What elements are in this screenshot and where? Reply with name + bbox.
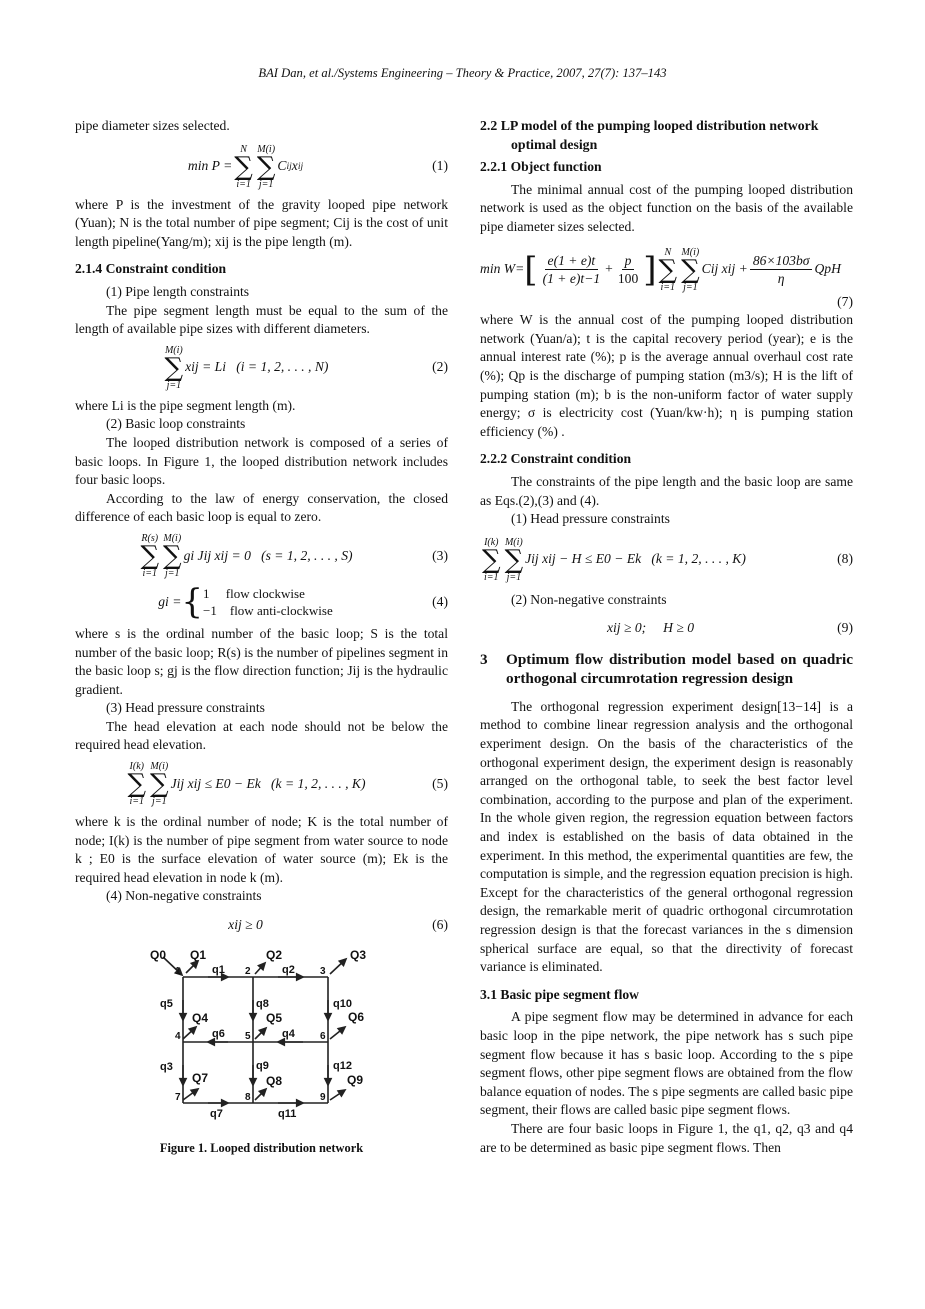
node-label: 4: [175, 1030, 181, 1042]
eq5-body: Jij xij ≤ E0 − Ek (k = 1, 2, . . . , K): [170, 775, 366, 791]
node-label: 8: [245, 1091, 251, 1103]
eq9-body: xij ≥ 0; H ≥ 0: [606, 620, 695, 636]
right-column: [480, 117, 853, 1157]
section-3-title: Optimum flow distribution model based on quadric orthogonal circumrotation regression design: [506, 650, 853, 687]
eq2-body: xij = Li (i = 1, 2, . . . , N): [185, 359, 329, 375]
arrow-head: [325, 1013, 331, 1019]
arrow-head: [250, 1013, 256, 1019]
eq3-body: gi Jij xij = 0 (s = 1, 2, . . . , S): [183, 547, 353, 563]
eq6-body: xij ≥ 0: [228, 917, 263, 933]
flow-label-Q: Q4: [192, 1010, 209, 1025]
section-3-1-heading: 3.1 Basic pipe segment flow: [480, 986, 639, 1002]
constraint-3-title: (3) Head pressure constraints: [106, 700, 265, 716]
eq4-number: (4): [432, 593, 448, 609]
eq4-case-1: 1 flow clockwise: [203, 585, 305, 601]
constraint-1-title: (1) Pipe length constraints: [106, 283, 250, 299]
arrow-head: [297, 1100, 303, 1106]
pipe-flow-label-q: q2: [282, 963, 295, 976]
sum-symbol: I(k) ∑ i=1: [127, 761, 147, 808]
eq8-body: Jij xij − H ≤ E0 − Ek (k = 1, 2, . . . , K): [525, 551, 746, 567]
constraint-2-title: (2) Basic loop constraints: [106, 416, 246, 432]
sum-symbol: M(i) ∑ j=1: [163, 532, 182, 579]
figure-1: [75, 945, 448, 1135]
section-3-text: The orthogonal regression experiment design[13−14] is a method to combine linear regression analysis and the orthogonal experiment design. On the basis of the characteristics of the orthogonal experiment design, the experiment design is reasonably arranged on the orthogonal table, to seek the best factor level combination, according to the purpose and plan of the experiment. In the whole given region, the regression equation between factors and index is established on the basis of data obtained in the experiment. In this method, the experimental quantities are few, the computation is simple, and the regression equation precision is high. Except for the characteristics of the general orthogonal regression design, the remarkable merit of quadric orthogonal circumrotation regression design is that the forecast variances in the s dimension spherical surface are equal, so that the directivity of forecast variance is eliminated.: [480, 698, 853, 975]
eq8-number: (8): [837, 551, 853, 567]
running-head: BAI Dan, et al./Systems Engineering – Theory & Practice, 2007, 27(7): 137–143: [258, 66, 667, 80]
sum-symbol: R(s) ∑ i=1: [140, 532, 159, 579]
constraint-3-text: The head elevation at each node should not be below the required head elevation.: [75, 718, 448, 753]
node-label: 6: [320, 1030, 326, 1042]
flow-label-Q: Q3: [350, 947, 367, 962]
flow-label-Q: Q9: [347, 1072, 364, 1087]
sum-symbol: N ∑ i=1: [234, 143, 253, 190]
constraint-condition-text: The constraints of the pipe length and the basic loop are same as Eqs.(2),(3) and (4).: [480, 473, 853, 508]
pipe-flow-label-q: q1: [212, 963, 225, 976]
constraint-2-text-2: According to the law of energy conservation, the closed difference of each basic loop is equal to zero.: [75, 490, 448, 525]
flow-label-Q: Q8: [266, 1073, 283, 1088]
constraint-1-text: The pipe segment length must be equal to the sum of the length of available pipe sizes with different diameters.: [75, 302, 448, 337]
where-paragraph-1: where P is the investment of the gravity looped pipe network (Yuan); N is the total number of pipe segment; Cij is the cost of unit length pipeline(Yang/m); xij is the pipe length (m).: [75, 196, 448, 249]
eq7-number: (7): [837, 293, 853, 309]
flow-label-Q: Q6: [348, 1009, 365, 1024]
eq3-number: (3): [432, 547, 448, 563]
section-3-1-text-1: A pipe segment flow may be determined in advance for each basic loop in the pipe network, the pipe network has s such pipe segment flow because it has s basic loop. According to the s pipe segment flows, other pipe segment flows are obtained from the flow balance equation of nodes. The s pipe segments are called basic pipe segment, their flows are called basic pipe segment flows.: [480, 1009, 853, 1118]
sum-symbol: N ∑ i=1: [658, 246, 678, 293]
node-label: 5: [245, 1030, 251, 1042]
where-paragraph-2: where Li is the pipe segment length (m).: [75, 397, 296, 413]
sum-symbol: M(i) ∑ j=1: [681, 246, 700, 293]
intro-line: pipe diameter sizes selected.: [75, 118, 230, 133]
pipe-flow-label-q: q11: [278, 1107, 297, 1120]
arrow-head: [222, 1100, 228, 1106]
eq7-fraction-1: $\frac{e(1 + e)t}{(1 + e)t-1}$: [542, 253, 601, 287]
eq5-number: (5): [432, 775, 448, 791]
eq1-lhs: min P =: [187, 158, 233, 174]
non-negative-title: (2) Non-negative constraints: [511, 591, 667, 607]
node-label: 3: [320, 965, 326, 977]
flow-label-Q: Q2: [266, 947, 283, 962]
sum-symbol: M(i) ∑ j=1: [504, 536, 524, 583]
where-paragraph-7: where W is the annual cost of the pumping looped distribution network (Yuan/a); t is the capital recovery period (year); e is the annual interest rate (%); p is the average annual overhaul cost rate (%); Qp is the discharge of pumping station (m3/s); H is the lift of pumping station (m); b is the non-uniform factor of water supply energy; σ is electricity cost (Yuan/kw·h); η is pumping station efficiency (%) .: [480, 312, 853, 439]
eq4-cases: [203, 585, 333, 619]
network-diagram: [148, 945, 378, 1125]
pipe-flow-label-q: q12: [333, 1059, 352, 1072]
sum-symbol: M(i) ∑ j=1: [150, 761, 169, 808]
equation-5: [75, 761, 448, 807]
section-3-number: 3: [480, 650, 488, 668]
equation-6: [75, 916, 448, 935]
pipe-flow-label-q: q8: [256, 997, 269, 1010]
where-paragraph-3: where s is the ordinal number of the basic loop; S is the total number of the basic loop; R(s) is the number of pipelines segment in the basic loop s; gj is the flow direction function; Jij is the hydraulic gradient.: [75, 625, 448, 697]
left-brace: {: [181, 581, 204, 622]
section-2-2-2-heading: 2.2.2 Constraint condition: [480, 451, 632, 467]
flow-label-Q: Q5: [266, 1010, 283, 1025]
eq7-fraction-3: $\frac{86\times 103b\sigma}{\eta}$: [750, 252, 813, 287]
section-2-2-heading: 2.2 LP model of the pumping looped distribution network optimal design: [480, 118, 819, 152]
sum-symbol: M(i) ∑ j=1: [164, 344, 184, 391]
pipe-flow-label-q: q10: [333, 997, 352, 1010]
left-column: [75, 117, 448, 1157]
eq1-number: (1): [432, 158, 448, 174]
flow-label-Q: Q0: [150, 947, 167, 962]
arrow-head: [180, 1013, 186, 1019]
arrow-head: [325, 1078, 331, 1084]
equation-8: [480, 537, 853, 583]
node-label: 9: [320, 1091, 326, 1103]
sum-symbol: I(k) ∑ i=1: [482, 536, 501, 583]
node-label: 2: [245, 965, 251, 977]
arrow-head: [297, 974, 303, 980]
equation-4: [75, 581, 448, 622]
arrow-head: [250, 1078, 256, 1084]
equation-3: [75, 533, 448, 579]
node-label: 1: [175, 965, 181, 977]
head-constraint-title: (1) Head pressure constraints: [511, 511, 670, 527]
flow-label-Q: Q7: [192, 1070, 209, 1085]
eq7-lhs: min W=: [480, 261, 525, 277]
section-2-1-4-heading: 2.1.4 Constraint condition: [75, 261, 227, 277]
node-label: 7: [175, 1091, 181, 1103]
section-3-heading: [480, 650, 853, 688]
arrow-head: [338, 1090, 345, 1096]
eq2-number: (2): [432, 359, 448, 375]
equation-1: min P = N ∑ i=1 M(i) ∑ j=1 C ij x ij (1): [187, 143, 448, 190]
arrow-head: [180, 1078, 186, 1084]
sum-symbol: M(i) ∑ j=1: [256, 143, 276, 190]
pipe-flow-label-q: q6: [212, 1027, 225, 1040]
constraint-4-title: (4) Non-negative constraints: [106, 888, 262, 904]
eq6-number: (6): [432, 917, 448, 933]
eq4-case-2: −1 flow anti-clockwise: [203, 602, 333, 618]
eq7-fraction-2: $\frac{p}{100}$: [617, 253, 639, 287]
equation-7: min W= [ $\frac{e(1 + e)t}{(1 + e)t-1}$ + $\frac{p}{100}$ ] N ∑ i=1 M(i) ∑ j=1 Cij xij + $\frac{86\times 103b\sigma}{\eta}$ QpH: [480, 246, 841, 293]
eq4-lhs: gi =: [158, 593, 182, 609]
pipe-flow-label-q: q5: [160, 997, 173, 1010]
section-3-1-text-2: There are four basic loops in Figure 1, the q1, q2, q3 and q4 are to be determined as basic pipe segment flows. Then: [480, 1120, 853, 1155]
pipe-flow-label-q: q4: [282, 1027, 295, 1040]
pipe-flow-label-q: q3: [160, 1060, 173, 1073]
object-function-text: The minimal annual cost of the pumping looped distribution network is used as the object function on the basis of the available pipe diameter sizes selected.: [480, 181, 853, 234]
figure-1-caption: Figure 1. Looped distribution network: [159, 1140, 364, 1155]
pipe-flow-label-q: q7: [210, 1107, 223, 1120]
equation-9: [480, 619, 853, 638]
equation-2: [75, 345, 448, 391]
pipe-flow-label-q: q9: [256, 1059, 269, 1072]
constraint-2-text-1: The looped distribution network is composed of a series of basic loops. In Figure 1, the looped distribution network includes four basic loops.: [75, 434, 448, 488]
flow-label-Q: Q1: [190, 947, 207, 962]
section-2-2-1-heading: 2.2.1 Object function: [480, 159, 602, 175]
eq9-number: (9): [837, 620, 853, 636]
where-paragraph-5: where k is the ordinal number of node; K is the total number of node; I(k) is the number of pipe segment from water source to node k ; E0 is the surface elevation of water source (m); Ek is the required head elevation in node k (m).: [75, 814, 448, 885]
